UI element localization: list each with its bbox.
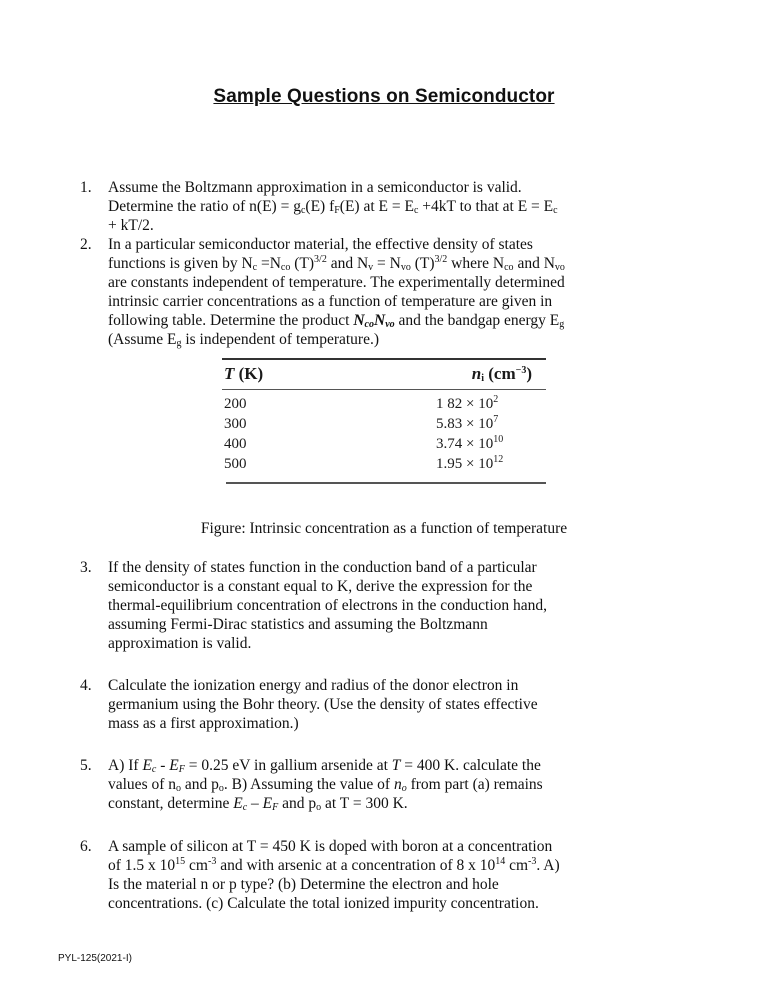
question-text-line: functions is given by $N_c =N_{co}$ $(T)^{3/2}$ and $N_v = N_{vo}$ $(T)^{3/2}$ where $N_{co}$ and $N_{vo}$	[108, 254, 565, 273]
table-cell-temperature: 500	[224, 456, 247, 472]
table-top-rule	[222, 358, 546, 360]
question-text-line: thermal-equilibrium concentration of electrons in the conduction hand,	[108, 597, 548, 614]
question-text-line: approximation is valid.	[108, 635, 252, 652]
table-cell-concentration: $5.83 \times 10^7$	[436, 414, 499, 432]
question-text-line: following table. Determine the product $N_{co}N_{vo}$ and the bandgap energy $E_g$	[108, 312, 565, 330]
table-cell-concentration: $3.74 \times 10^{10}$	[436, 434, 504, 452]
question-text-line: assuming Fermi-Dirac statistics and assuming the Boltzmann	[108, 616, 488, 633]
question-text-line: intrinsic carrier concentrations as a function of temperature are given in	[108, 293, 553, 310]
intrinsic-concentration-table	[222, 358, 546, 488]
question-5	[80, 756, 668, 813]
question-number: 2.	[80, 236, 92, 253]
question-number: 4.	[80, 677, 92, 694]
question-text-line: + kT/2.	[108, 217, 154, 234]
question-text-line: are constants independent of temperature. The experimentally determined	[108, 274, 565, 291]
question-number: 6.	[80, 838, 92, 855]
question-4	[80, 676, 668, 733]
table-header-concentration: $n_i$ $(cm^{-3})$	[471, 364, 532, 384]
question-number: 1.	[80, 179, 92, 196]
question-6	[80, 837, 668, 913]
question-number: 5.	[80, 757, 92, 774]
question-text-line: In a particular semiconductor material, the effective density of states	[108, 236, 533, 253]
table-bottom-rule	[226, 482, 546, 484]
question-text-line: Calculate the ionization energy and radius of the donor electron in	[108, 677, 519, 694]
question-text-line: A) If $E_c - E_F = 0.25$ eV in gallium arsenide at T = 400 K. calculate the	[108, 757, 541, 775]
question-text-line: of 1.5 x $10^{15}$ $cm^{-3}$ and with arsenic at a concentration of 8 x $10^{14}$ $cm^{-3}$. A)	[108, 856, 560, 874]
course-code-footer: PYL-125(2021-I)	[58, 953, 132, 964]
page-title: Sample Questions on Semiconductor	[213, 86, 555, 107]
question-text-line: Assume the Boltzmann approximation in a semiconductor is valid.	[108, 179, 522, 196]
question-text-line: Is the material n or p type? (b) Determine the electron and hole	[108, 876, 499, 893]
question-text-line: concentrations. (c) Calculate the total ionized impurity concentration.	[108, 895, 539, 912]
question-3	[80, 558, 668, 653]
question-text-line: A sample of silicon at T = 450 K is doped with boron at a concentration	[108, 838, 553, 855]
table-cell-concentration: $1.95 \times 10^{12}$	[436, 454, 504, 472]
table-cell-concentration: 1 $82 \times 10^2$	[436, 394, 499, 412]
table-cell-temperature: 300	[224, 416, 247, 432]
question-text-line: values of $n_o$ and $p_o$. B) Assuming the value of $n_o$ from part (a) remains	[108, 776, 543, 794]
table-cell-temperature: 400	[224, 436, 247, 452]
table-cell-temperature: 200	[224, 396, 247, 412]
question-number: 3.	[80, 559, 92, 576]
table-header-rule	[222, 389, 546, 390]
question-text-line: If the density of states function in the conduction band of a particular	[108, 559, 537, 576]
table-header-temperature: T (K)	[224, 364, 264, 383]
question-text-line: mass as a first approximation.)	[108, 715, 299, 732]
question-text-line: semiconductor is a constant equal to K, derive the expression for the	[108, 578, 533, 595]
question-text-line: (Assume $E_g$ is independent of temperature.)	[108, 331, 380, 349]
figure-caption: Figure: Intrinsic concentration as a function of temperature	[200, 520, 568, 537]
question-text-line: germanium using the Bohr theory. (Use the density of states effective	[108, 696, 538, 713]
question-1	[80, 178, 668, 235]
question-text-line: Determine the ratio of $n(E) = g_c(E)$ $f_F(E)$ at $E = E_c +4kT$ to that at $E = E_c$	[108, 198, 558, 216]
question-2	[80, 235, 668, 349]
question-text-line: constant, determine $E_c - E_F$ and $p_o$ at T = 300 K.	[108, 795, 408, 813]
